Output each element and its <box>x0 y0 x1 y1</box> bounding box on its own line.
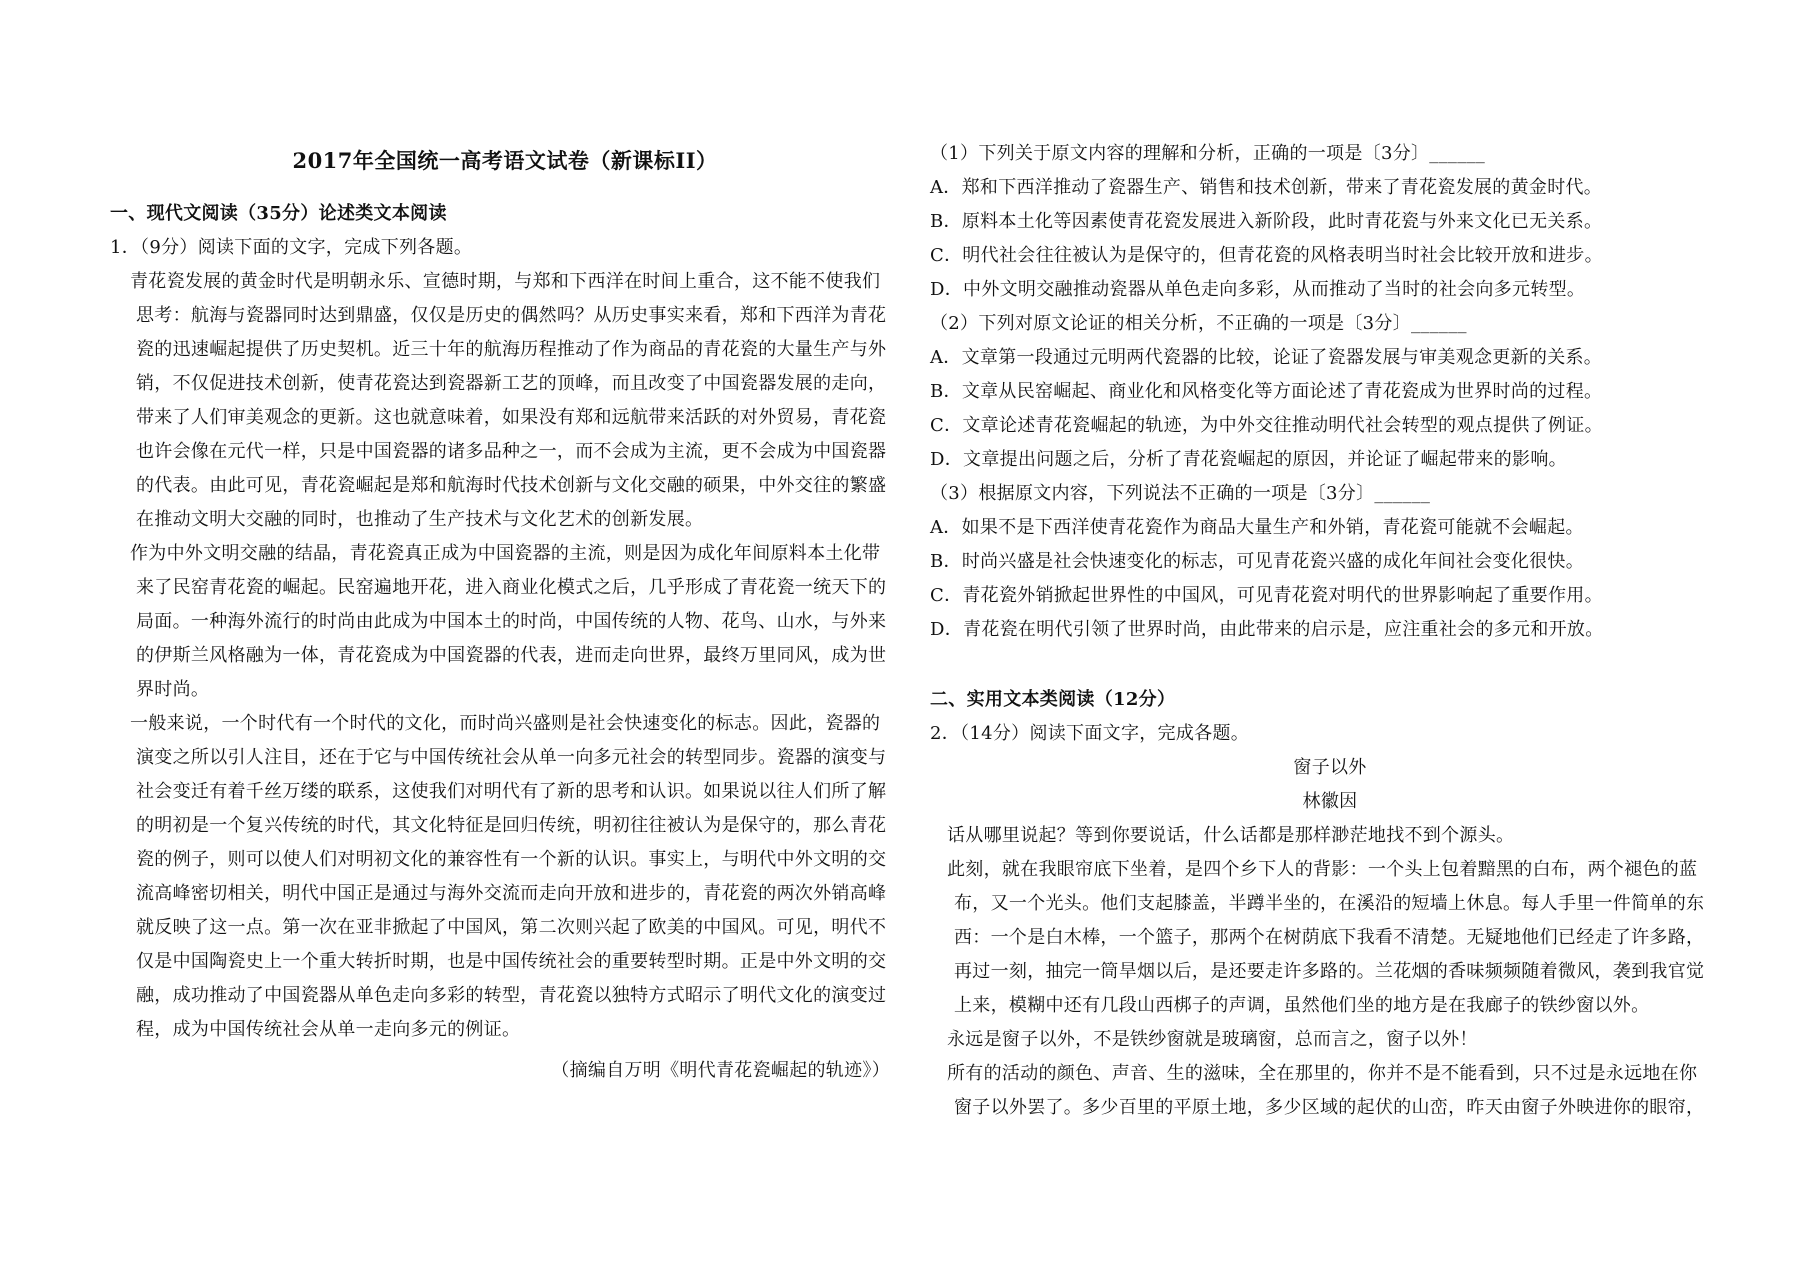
essay-line: 再过一刻，抽完一筒旱烟以后，是还要走许多路的。兰花烟的香味频频随着微风，袭到我官觉 <box>954 961 1705 982</box>
passage-line: 作为中外文明交融的结晶，青花瓷真正成为中国瓷器的主流，则是因为成化年间原料本土化带 <box>130 543 881 564</box>
option-line: B．原料本土化等因素使青花瓷发展进入新阶段，此时青花瓷与外来文化已无关系。 <box>930 211 1603 232</box>
essay-line: 所有的活动的颜色、声音、生的滋味，全在那里的，你并不是不能看到，只不过是永远地在你 <box>947 1063 1698 1084</box>
essay-line: 永远是窗子以外，不是铁纱窗就是玻璃窗，总而言之，窗子以外！ <box>947 1029 1478 1050</box>
option-line: C．明代社会往往被认为是保守的，但青花瓷的风格表明当时社会比较开放和进步。 <box>930 245 1603 266</box>
passage-line: 也许会像在元代一样，只是中国瓷器的诸多品种之一，而不会成为主流，更不会成为中国瓷器 <box>136 441 887 462</box>
section-1-heading: 一、现代文阅读（35分）论述类文本阅读 <box>110 203 447 224</box>
passage-line: 青花瓷发展的黄金时代是明朝永乐、宣德时期，与郑和下西洋在时间上重合，这不能不使我们 <box>130 271 881 292</box>
option-line: B．时尚兴盛是社会快速变化的标志，可见青花瓷兴盛的成化年间社会变化很快。 <box>930 551 1585 572</box>
passage-line: 在推动文明大交融的同时，也推动了生产技术与文化艺术的创新发展。 <box>136 509 704 530</box>
option-line: D．文章提出问题之后，分析了青花瓷崛起的原因，并论证了崛起带来的影响。 <box>930 449 1567 470</box>
question-2-prompt: 2．（14分）阅读下面文字，完成各题。 <box>930 723 1250 744</box>
question-1-1: （1）下列关于原文内容的理解和分析，正确的一项是〔3分〕______ <box>930 143 1486 164</box>
option-line: B．文章从民窑崛起、商业化和风格变化等方面论述了青花瓷成为世界时尚的过程。 <box>930 381 1603 402</box>
passage-line: 瓷的迅速崛起提供了历史契机。近三十年的航海历程推动了作为商品的青花瓷的大量生产与外 <box>136 339 887 360</box>
passage-line: 瓷的例子，则可以使人们对明初文化的兼容性有一个新的认识。事实上，与明代中外文明的交 <box>136 849 887 870</box>
passage-line: 思考：航海与瓷器同时达到鼎盛，仅仅是历史的偶然吗？从历史事实来看，郑和下西洋为青花 <box>136 305 887 326</box>
option-line: A．如果不是下西洋使青花瓷作为商品大量生产和外销，青花瓷可能就不会崛起。 <box>930 517 1584 538</box>
essay-line: 窗子以外罢了。多少百里的平原土地，多少区域的起伏的山峦，昨天由窗子外映进你的眼帘， <box>954 1097 1705 1118</box>
essay-line: 西：一个是白木棒，一个篮子，那两个在树荫底下我看不清楚。无疑地他们已经走了许多路， <box>954 927 1705 948</box>
passage-line: 的代表。由此可见，青花瓷崛起是郑和航海时代技术创新与文化交融的硕果，中外交往的繁盛 <box>136 475 887 496</box>
option-line: A．文章第一段通过元明两代瓷器的比较，论证了瓷器发展与审美观念更新的关系。 <box>930 347 1603 368</box>
passage-line: 融，成功推动了中国瓷器从单色走向多彩的转型，青花瓷以独特方式昭示了明代文化的演变过 <box>136 985 887 1006</box>
option-line: A．郑和下西洋推动了瓷器生产、销售和技术创新，带来了青花瓷发展的黄金时代。 <box>930 177 1603 198</box>
passage-line: 销，不仅促进技术创新，使青花瓷达到瓷器新工艺的顶峰，而且改变了中国瓷器发展的走向， <box>136 373 887 394</box>
question-1-3: （3）根据原文内容，下列说法不正确的一项是〔3分〕______ <box>930 483 1431 504</box>
section-2-heading: 二、实用文本类阅读（12分） <box>930 689 1176 710</box>
option-line: C．文章论述青花瓷崛起的轨迹，为中外交往推动明代社会转型的观点提供了例证。 <box>930 415 1603 436</box>
essay-line: 布，又一个光头。他们支起膝盖，半蹲半坐的，在溪沿的短墙上休息。每人手里一件简单的东 <box>954 893 1705 914</box>
passage-line: 来了民窑青花瓷的崛起。民窑遍地开花，进入商业化模式之后，几乎形成了青花瓷一统天下的 <box>136 577 887 598</box>
option-line: D．中外文明交融推动瓷器从单色走向多彩，从而推动了当时的社会向多元转型。 <box>930 279 1586 300</box>
passage-line: 演变之所以引人注目，还在于它与中国传统社会从单一向多元社会的转型同步。瓷器的演变与 <box>136 747 887 768</box>
option-line: D．青花瓷在明代引领了世界时尚，由此带来的启示是，应注重社会的多元和开放。 <box>930 619 1604 640</box>
essay-line: 话从哪里说起？等到你要说话，什么话都是那样渺茫地找不到个源头。 <box>947 825 1515 846</box>
passage-line: 带来了人们审美观念的更新。这也就意味着，如果没有郑和远航带来活跃的对外贸易，青花瓷 <box>136 407 887 428</box>
passage-line: 一般来说，一个时代有一个时代的文化，而时尚兴盛则是社会快速变化的标志。因此，瓷器的 <box>130 713 881 734</box>
essay-title: 窗子以外 <box>1293 757 1367 778</box>
passage-line: 的明初是一个复兴传统的时代，其文化特征是回归传统，明初往往被认为是保守的，那么青花 <box>136 815 887 836</box>
passage-line: 就反映了这一点。第一次在亚非掀起了中国风，第二次则兴起了欧美的中国风。可见，明代不 <box>136 917 887 938</box>
question-1-prompt: 1．（9分）阅读下面的文字，完成下列各题。 <box>110 237 473 258</box>
passage-line: 社会变迁有着千丝万缕的联系，这使我们对明代有了新的思考和认识。如果说以往人们所了解 <box>136 781 887 802</box>
passage-line: 的伊斯兰风格融为一体，青花瓷成为中国瓷器的代表，进而走向世界，最终万里同风，成为世 <box>136 645 887 666</box>
passage-source: （摘编自万明《明代青花瓷崛起的轨迹》） <box>551 1060 890 1081</box>
exam-title: 2017年全国统一高考语文试卷（新课标II） <box>292 148 718 173</box>
passage-line: 程，成为中国传统社会从单一走向多元的例证。 <box>136 1019 521 1040</box>
passage-line: 仅是中国陶瓷史上一个重大转折时期，也是中国传统社会的重要转型时期。正是中外文明的交 <box>136 951 887 972</box>
passage-line: 局面。一种海外流行的时尚由此成为中国本土的时尚，中国传统的人物、花鸟、山水，与外来 <box>136 611 887 632</box>
passage-line: 流高峰密切相关，明代中国正是通过与海外交流而走向开放和进步的，青花瓷的两次外销高峰 <box>136 883 887 904</box>
essay-line: 上来，模糊中还有几段山西梆子的声调，虽然他们坐的地方是在我廊子的铁纱窗以外。 <box>954 995 1650 1016</box>
essay-line: 此刻，就在我眼帘底下坐着，是四个乡下人的背影：一个头上包着黯黑的白布，两个褪色的蓝 <box>947 859 1698 880</box>
passage-line: 界时尚。 <box>136 679 210 700</box>
question-1-2: （2）下列对原文论证的相关分析，不正确的一项是〔3分〕______ <box>930 313 1467 334</box>
option-line: C．青花瓷外销掀起世界性的中国风，可见青花瓷对明代的世界影响起了重要作用。 <box>930 585 1603 606</box>
essay-author: 林徽因 <box>1302 791 1358 812</box>
